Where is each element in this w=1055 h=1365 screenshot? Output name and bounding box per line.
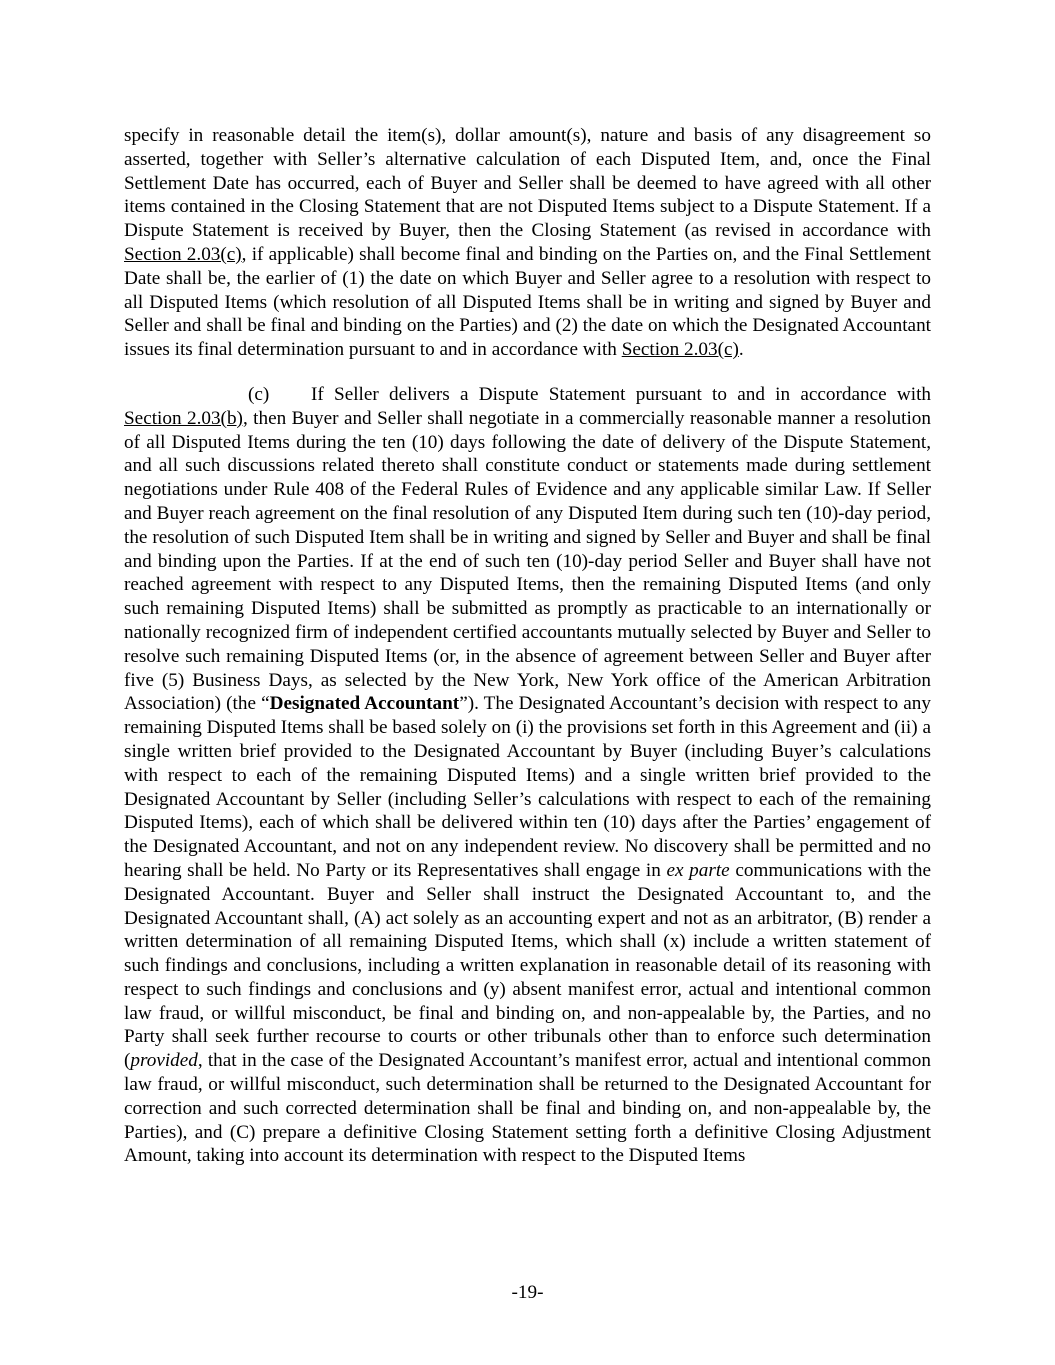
paragraph-c [124, 383, 931, 1168]
paragraph-marker: (c) [248, 383, 270, 405]
paragraph-1-text-3: . [738, 339, 744, 361]
paragraph-continuation [124, 124, 931, 362]
paragraph-1-text-1: specify in reasonable detail the item(s), dollar amount(s), nature and basis of any disagreement so asserted, together with Seller’s alternative calculation of each Disputed Item, and, once the Final Settlement Date has occurred, each of Buyer and Seller shall be deemed to have agreed with all other items contained in the Closing Statement that are not Disputed Items subject to a Dispute Statement. If a Dispute Statement is received by Buyer, then the Closing Statement (as revised in accordance with [124, 125, 931, 242]
paragraph-2-text-3: ”). The Designated Accountant’s decision with respect to any remaining Disputed Items shall be based solely on (i) the provisions set forth in this Agreement and (ii) a single written brief provided to the Designated Accountant by Buyer (including Buyer’s calculations with respect to each of the remaining Disputed Items) and a single written brief provided to the Designated Accountant by Seller (including Seller’s calculations with respect to each of the remaining Disputed Items), each of which shall be delivered within ten (10) days after the Parties’ engagement of the Designated Accountant, and not on any independent review. No discovery shall be permitted and no hearing shall be held. No Party or its Representatives shall engage in [124, 693, 931, 881]
italic-term-provided: provided [130, 1050, 198, 1072]
document-page [124, 124, 931, 1168]
paragraph-2-text-1: If Seller delivers a Dispute Statement pursuant to and in accordance with [311, 383, 931, 405]
section-reference-2-03-c-second: Section 2.03(c) [621, 339, 739, 361]
paragraph-2-text-2: , then Buyer and Seller shall negotiate in a commercially reasonable manner a resolution of all Disputed Items during the ten (10) days following the date of delivery of the Dispute Statement, and all such discussions related thereto shall constitute conduct or statements made during settlement negotiations under Rule 408 of the Federal Rules of Evidence and any applicable similar Law. If Seller and Buyer reach agreement on the final resolution of any Disputed Item during such ten (10)-day period, the resolution of such Disputed Item shall be in writing and signed by Seller and Buyer and shall be final and binding upon the Parties. If at the end of such ten (10)-day period Seller and Buyer shall have not reached agreement with respect to any Disputed Items, then the remaining Disputed Items (and only such remaining Disputed Items) shall be submitted as promptly as practicable to an internationally or nationally recognized firm of independent certified accountants mutually selected by Buyer and Seller to resolve such remaining Disputed Items (or, in the absence of agreement between Seller and Buyer after five (5) Business Days, as selected by the New York, New York office of the American Arbitration Association) (the “ [124, 407, 931, 715]
section-reference-2-03-b: Section 2.03(b) [124, 407, 243, 429]
page-number: -19- [511, 1282, 544, 1303]
paragraph-2-text-4: communications with the Designated Accountant. Buyer and Seller shall instruct the Designated Accountant to, and the Designated Accountant shall, (A) act solely as an accounting expert and not as an arbitrator, (B) render a written determination of all remaining Disputed Items, which shall (x) include a written statement of such findings and conclusions, including a written explanation in reasonable detail of its reasoning with respect to such findings and conclusions and (y) absent manifest error, actual and intentional common law fraud, or willful misconduct, be final and binding on, and non-appealable by, the Parties, and no Party shall seek further recourse to courts or other tribunals other than to enforce such determination ( [124, 859, 931, 1072]
paragraph-1-text-2: , if applicable) shall become final and binding on the Parties on, and the Final Settlement Date shall be, the earlier of (1) the date on which Buyer and Seller agree to a resolution with respect to all Disputed Items (which resolution of all Disputed Items shall be in writing and signed by Buyer and Seller and shall be final and binding on the Parties) and (2) the date on which the Designated Accountant issues its final determination pursuant to and in accordance with [124, 243, 931, 361]
section-reference-2-03-c: Section 2.03(c) [124, 243, 242, 265]
paragraph-2-text-5: , that in the case of the Designated Accountant’s manifest error, actual and intentional common law fraud, or willful misconduct, such determination shall be returned to the Designated Accountant for correction and such corrected determination shall be final and binding on, and non-appealable by, the Parties), and (C) prepare a definitive Closing Statement setting forth a definitive Closing Adjustment Amount, taking into account its determination with respect to the Disputed Items [124, 1050, 931, 1167]
defined-term: Designated Accountant [269, 693, 460, 715]
italic-term-ex-parte: ex parte [666, 859, 730, 881]
